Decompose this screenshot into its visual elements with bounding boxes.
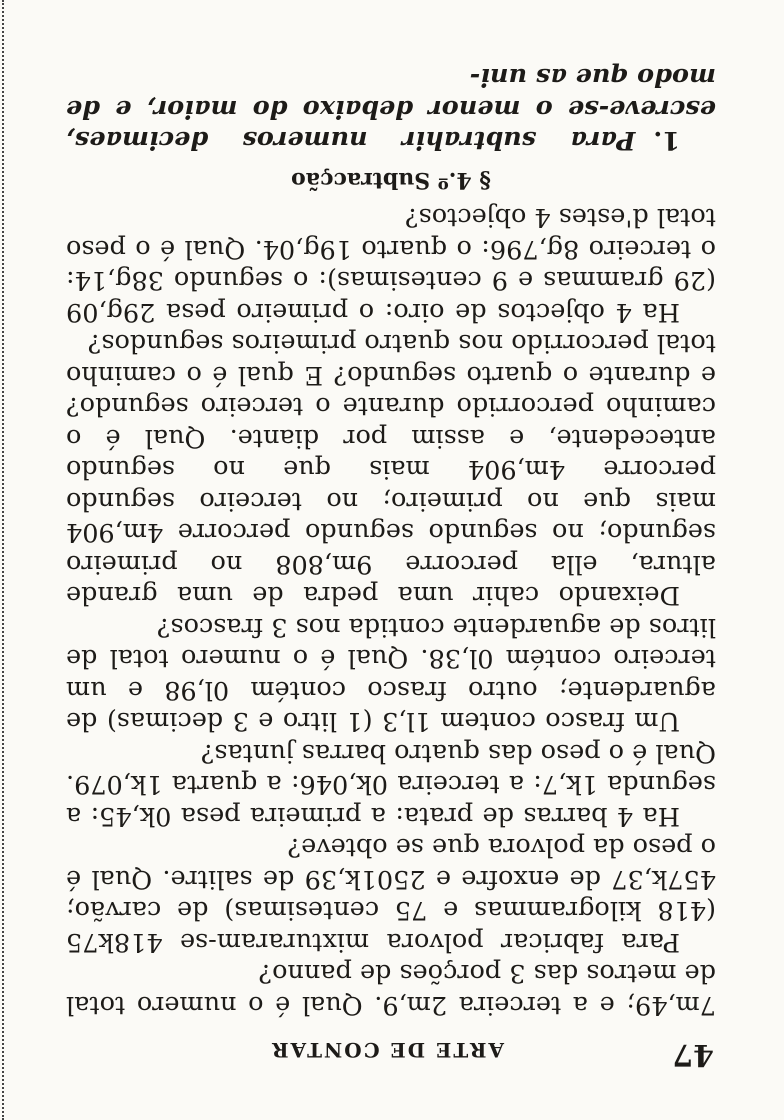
page-body [66,61,716,1020]
page-edge [2,0,8,1120]
paragraph-falling-stone: Deixando cahir uma pedra de uma grande altura, ella percorre 9m,808 no primeiro segundo; no segundo segundo percorre 4m,904 mais que no primeiro; no terceiro segundo percorre 4m,904 mais que no segundo antecedente, e assim por diante. Qual é o caminho percorrido durante o terceiro segundo? e durante o quarto segundo? E qual é o caminho total percorrido nos quatro primeiros segundos? [66,328,716,611]
page-header [60,1032,714,1072]
section-heading: § 4.º Subtracção [291,167,491,193]
page-number: 47 [672,1037,714,1072]
paragraph-gold-objects: Ha 4 objectos de oiro: o primeiro pesa 29g,09 (29 grammas e 9 centesimas): o segundo 38g,14: o terceiro 8g,796: o quarto 19g,04. Qual é o peso total d'estes 4 objectos? [66,202,716,327]
paragraph-gunpowder: Para fabricar polvora mixturaram-se 418k75 (418 kilogrammas e 75 centesimas) de carvão; 457k,37 de enxofre e 2501k,39 de salitre. Qual é o peso da polvora que se obteve? [66,832,716,957]
paragraph-silver-bars: Ha 4 barras de prata: a primeira pesa 0k,45: a segunda 1k,7: a terceira 0k,046: a quarta 1k,079. Qual é o peso das quatro barras juntas? [66,738,716,831]
rule-paragraph [66,61,716,156]
rule-number: 1. [653,125,680,156]
paragraph-cloth: 7m,49; e a terceira 2m,9. Qual é o numero total de metros das 3 porções de panno? [66,958,716,1020]
rule-text: Para subtrahir numeros decimaes, escreve-se o menor debaixo do maior, e de modo que as uni- [66,62,716,156]
paragraph-flasks: Um frasco contem 1l,3 (1 litro e 3 decimas) de aguardente; outro frasco contém 0l,98 e um terceiro contém 0l,38. Qual é o numero total de litros de aguardente contida nos 3 frascos? [66,612,716,737]
running-title: ARTE DE CONTAR [270,1038,504,1062]
